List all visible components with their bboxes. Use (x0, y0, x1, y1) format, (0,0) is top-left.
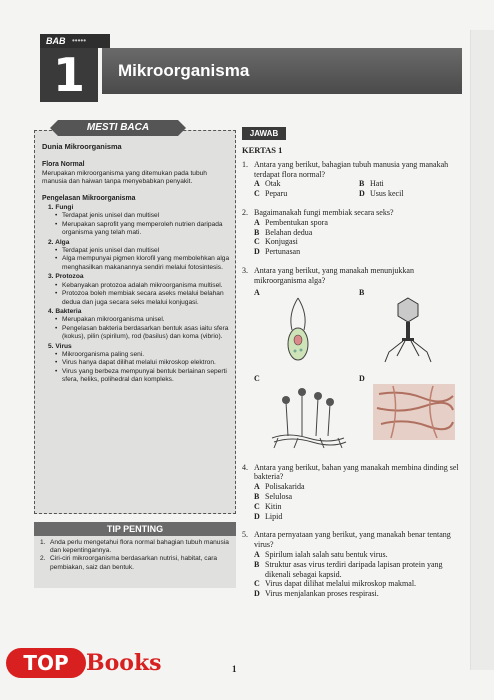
bab-label: BAB (40, 34, 110, 48)
option-label: A (254, 287, 260, 297)
bullet: • Kebanyakan protozoa adalah mikroorganisma multisel. (48, 282, 230, 290)
option-label: D (359, 373, 365, 383)
flora-text: Merupakan mikroorganisma yang ditemukan pada tubuh manusia dan haiwan tanpa menyebabkan penyakit. (42, 169, 207, 186)
option-d: D Pertunasan (254, 247, 301, 257)
bullet: • Protozoa boleh membiak secara aseks melalui belahan dedua dan juga secara seks melalui konjugasi. (48, 290, 230, 307)
tip-number: 2. (40, 555, 46, 563)
group-title: 4. Bakteria (48, 307, 82, 315)
question-4 (242, 463, 464, 522)
question-text: Antara pernyataan yang berikut, yang manakah benar tentang virus? (254, 530, 451, 550)
question-2 (242, 208, 464, 257)
bullet: • Merupakan saprofit yang memperoleh nutrien daripada organisma yang telah mati. (48, 221, 230, 238)
question-number: 1. (242, 159, 248, 169)
question-5 (242, 530, 464, 599)
group-protozoa (48, 273, 230, 307)
euglena-illustration (268, 294, 328, 364)
option-c: C Konjugasi (254, 237, 298, 247)
group-virus (48, 343, 230, 385)
option-a-image (254, 288, 359, 368)
chapter-header (32, 34, 462, 102)
question-1 (242, 160, 464, 199)
bullet: • Merupakan mikroorganisma unisel. (48, 316, 230, 324)
option-d: D Usus kecil (359, 189, 404, 199)
bullet: • Pengelasan bakteria berdasarkan bentuk asas iaitu sfera (kokus), pilin (spirilum), rod (basilus) dan koma (vibrio). (48, 325, 230, 342)
group-bakteria (48, 308, 230, 342)
tip-text: Anda perlu mengetahui flora normal bahagian tubuh manusia dan kepentingannya. (50, 539, 229, 555)
chapter-number: 1 (40, 48, 98, 102)
bullet: • Virus yang berbeza mempunyai bentuk berlainan seperti sfera, heliks, polihedral dan kompleks. (48, 368, 230, 385)
bacteriophage-illustration (373, 294, 443, 364)
option-c: C Kitin (254, 501, 282, 511)
option-d-image (359, 374, 464, 454)
option-a: A Spirilum ialah salah satu bentuk virus. (254, 549, 388, 559)
option-b: B Hati (359, 179, 384, 189)
mould-illustration (268, 380, 348, 452)
option-d: D Lipid (254, 511, 283, 521)
question-3 (242, 266, 464, 454)
kertas-heading: KERTAS 1 (242, 145, 283, 155)
flora-heading: Flora Normal (42, 161, 85, 169)
tip-item (40, 539, 230, 555)
group-title: 1. Fungi (48, 204, 74, 212)
tip-title: TIP PENTING (34, 522, 236, 536)
option-c-image (254, 374, 359, 454)
filament-illustration (373, 380, 455, 442)
question-number: 4. (242, 462, 248, 472)
option-b-image (359, 288, 464, 368)
mesti-baca-ribbon: MESTI BACA (58, 120, 178, 136)
tip-item (40, 555, 230, 571)
option-c: C Peparu (254, 189, 288, 199)
bab-dots: ••••• (72, 36, 87, 45)
questions-column (242, 146, 464, 608)
group-fungi (48, 204, 230, 238)
page-number: 1 (232, 664, 237, 674)
option-label: B (359, 287, 365, 297)
pengelasan-heading: Pengelasan Mikroorganisma (42, 194, 136, 202)
bullet: • Mikroorganisma paling seni. (48, 351, 230, 359)
bullet: • Terdapat jenis unisel dan multisel (48, 247, 230, 255)
group-title: 5. Virus (48, 342, 72, 350)
option-d: D Virus menjalankan proses respirasi. (254, 589, 379, 599)
tip-text: Ciri-ciri mikroorganisma berdasarkan nutrisi, habitat, cara pembiakan, saiz dan bentuk. (50, 555, 218, 571)
option-c: C Virus dapat dilihat melalui mikroskop makmal. (254, 579, 417, 589)
option-a: A Pembentukan spora (254, 217, 328, 227)
adjacent-page-edge (470, 30, 494, 670)
question-text: Antara yang berikut, bahan yang manakah membina dinding sel bakteria? (254, 462, 459, 482)
option-b: B Selulosa (254, 491, 293, 501)
chapter-title: Mikroorganisma (102, 48, 462, 94)
option-a: A Polisakarida (254, 482, 305, 492)
option-b: B Struktur asas virus terdiri daripada lapisan protein yang dikenali sebagai kapsid. (254, 559, 443, 579)
option-images (254, 288, 464, 454)
question-number: 3. (242, 265, 248, 275)
mesti-baca-content (42, 143, 230, 385)
group-title: 2. Alga (48, 238, 70, 246)
option-a: A Otak (254, 179, 281, 189)
group-alga (48, 239, 230, 273)
question-text: Bagaimanakah fungi membiak secara seks? (254, 207, 394, 217)
tip-penting-box (34, 522, 236, 588)
tip-number: 1. (40, 539, 46, 546)
question-number: 5. (242, 530, 248, 540)
bullet: • Alga mempunyai pigmen klorofil yang membolehkan alga menghasilkan makanannya sendiri melalui fotosintesis. (48, 255, 230, 272)
jawab-label: JAWAB (242, 127, 286, 140)
bullet: • Virus hanya dapat dilihat melalui mikroskop elektron. (48, 359, 230, 367)
tip-body (34, 536, 236, 575)
question-number: 2. (242, 207, 248, 217)
logo-books-text: Books (86, 650, 162, 676)
bullet: • Terdapat jenis unisel dan multisel (48, 212, 230, 220)
logo-top-text: TOP (6, 648, 86, 678)
section-heading: Dunia Mikroorganisma (42, 142, 122, 151)
question-text: Antara yang berikut, bahagian tubuh manusia yang manakah terdapat flora normal? (254, 159, 449, 179)
option-label: C (254, 373, 260, 383)
question-text: Antara yang berikut, yang manakah menunjukkan mikroorganisma alga? (254, 265, 414, 285)
options (254, 179, 464, 199)
option-b: B Belahan dedua (254, 227, 313, 237)
group-title: 3. Protozoa (48, 273, 84, 281)
